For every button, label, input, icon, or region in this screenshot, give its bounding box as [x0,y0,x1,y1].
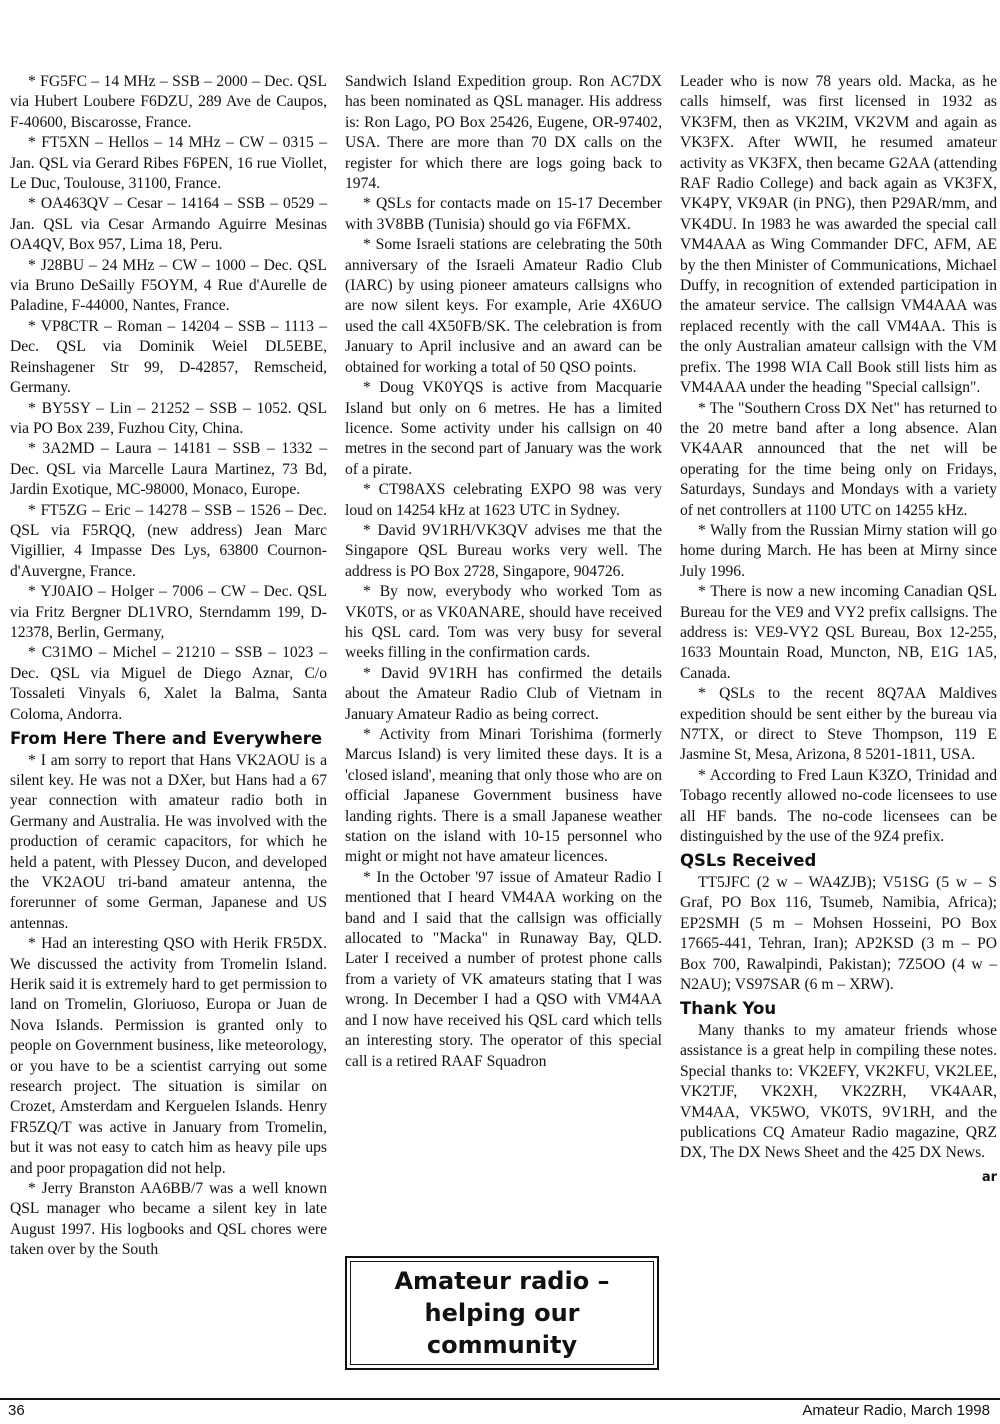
news-paragraph: Sandwich Island Expedition group. Ron AC7DX has been nominated as QSL manager. His address is: Ron Lago, PO Box 25426, Eugene, OR-97402, USA. There are more than 70 DX calls on the register for which there are logs going back to 1974. [345,73,662,193]
news-paragraph: * Jerry Branston AA6BB/7 was a well known QSL manager who became a silent key in late August 1997. His logbooks and QSL chores were taken over by the South [10,1180,327,1259]
news-paragraph: * David 9V1RH/VK3QV advises me that the Singapore QSL Bureau works very well. The address is PO Box 2728, Singapore, 904726. [345,521,662,580]
news-paragraph: * Wally from the Russian Mirny station will go home during March. He has been at Mirny since July 1996. [680,521,997,580]
dx-listing: * C31MO – Michel – 21210 – SSB – 1023 – Dec. QSL via Miguel de Diego Aznar, C/o Tossaleti Vinyals 6, Xalet la Balma, Santa Coloma, Andorra. [10,644,327,723]
dx-listing: * YJ0AIO – Holger – 7006 – CW – Dec. QSL via Fritz Bergner DL1VRO, Sterndamm 199, D-12378, Berlin, Germany, [10,583,327,641]
news-paragraph: * QSLs for contacts made on 15-17 December with 3V8BB (Tunisia) should go via F6FMX. [345,195,662,233]
promo-box [345,1256,659,1370]
publication-footer: Amateur Radio, March 1998 [802,1402,990,1419]
dx-listing: * FG5FC – 14 MHz – SSB – 2000 – Dec. QSL via Hubert Loubere F6DZU, 289 Ave de Caupos, F-40600, Biscarosse, France. [10,73,327,131]
dx-listing: * J28BU – 24 MHz – CW – 1000 – Dec. QSL via Bruno DeSailly F5OYM, 4 Rue d'Aurelle de Paladine, F-44000, Nantes, France. [10,256,327,315]
section-heading-qsls-received: QSLs Received [680,851,817,871]
news-paragraph: * Some Israeli stations are celebrating the 50th anniversary of the Israeli Amateur Radio Club (IARC) by using pioneer amateurs callsigns who are now silent keys. For example, Arie 4X6UO used the call 4X50FB/SK. The celebration is from January to April inclusive and an award can be obtained for working a total of 50 QSO points. [345,236,662,376]
news-paragraph: * CT98AXS celebrating EXPO 98 was very loud on 14254 kHz at 1623 UTC in Sydney. [345,481,662,519]
dx-listing: * FT5ZG – Eric – 14278 – SSB – 1526 – Dec. QSL via F5RQQ, (new address) Jean Marc Vigillier, 4 Impasse Des Lys, 63800 Cournon-d'Auvergne, France. [10,501,327,580]
news-paragraph: * There is now a new incoming Canadian QSL Bureau for the VE9 and VY2 prefix callsigns. The address is: VE9-VY2 QSL Bureau, Box 12-255, 1633 Mountain Road, Muncton, NB, E1G 1A5, Canada. [680,583,997,682]
section-heading-everywhere: From Here There and Everywhere [10,729,323,748]
column-3 [680,72,997,1185]
news-paragraph: * According to Fred Laun K3ZO, Trinidad and Tobago recently allowed no-code licensees to use all HF bands. The no-code licensees can be distinguished by the use of the 9Z4 prefix. [680,766,997,846]
news-paragraph: * Doug VK0YQS is active from Macquarie Island but only on 6 metres. He has a limited licence. Some activity under his callsign on 40 metres in the second part of January was the work of a pirate. [345,379,662,478]
dx-listing: * BY5SY – Lin – 21252 – SSB – 1052. QSL via PO Box 239, Fuzhou City, China. [10,399,327,437]
news-paragraph: * I am sorry to report that Hans VK2AOU is a silent key. He was not a DXer, but Hans had a 67 year connection with amateur radio both in Germany and Australia. He was involved with the production of ceramic capacitors, for which he held a patent, with Plessey Ducon, and developed the VK2AOU tri-band amateur antenna, the forerunner of some German, Japanese and US antennas. [10,751,327,932]
dx-listing: * FT5XN – Hellos – 14 MHz – CW – 0315 – Jan. QSL via Gerard Ribes F6PEN, 16 rue Viollet, Le Duc, Toulouse, 31100, France. [10,134,327,193]
dx-listing: * VP8CTR – Roman – 14204 – SSB – 1113 – Dec. QSL via Dominik Weiel DL5EBE, Reinshagener Str 99, D-42857, Remscheid, Germany. [10,317,327,397]
page-number: 36 [8,1402,25,1419]
news-paragraph: * Had an interesting QSO with Herik FR5DX. We discussed the activity from Tromelin Island. Herik said it is extremely hard to get permission to land on Tromelin, Gloriuoso, Europa or Juan de Nova Islands. Permission is granted only to people on Government business, like meteorology, or you have to be a scientist carrying out some research project. The situation is similar on Crozet, Amsterdam and Kerguelen Islands. Henry FR5ZQ/T was active in January from Tromelin, but it was not easy to catch him as heavy pile ups and poor propagation did not help. [10,935,327,1177]
news-paragraph: * The "Southern Cross DX Net" has returned to the 20 metre band after a long absence. Alan VK4AAR announced that the net will be operating for the time being only on Fridays, Saturdays, Sundays and Mondays with a variety of net controllers at 1100 UTC on 14255 kHz. [680,399,997,519]
news-paragraph: * Activity from Minari Torishima (formerly Marcus Island) is very limited these days. It is a 'closed island', meaning that only those who are on official Japanese Government business have landing rights. There is a small Japanese weather station on the island with 10-15 personnel who might or might not have amateur licences. [345,726,662,866]
news-paragraph: Leader who is now 78 years old. Macka, as he calls himself, was first licensed in 1932 as VK3FM, then as VK2IM, VK2VM and again as VK3FX. After WWII, he resumed amateur activity as VK3FX, then became G2AA (attending RAF Radio College) and back again as VK3FX, VK4PY, VK9AR (in PNG), then P29AR/mm, and VK4DU. In 1983 he was awarded the special call VM4AAA as Wing Commander DFC, AFM, AE by the then Minister of Communications, Michael Duffy, in recognition of extended participation in the amateur service. The callsign VM4AAA was replaced recently with the call VM4AA. This is the only Australian amateur callsign with the VM prefix. The 1998 WIA Call Book still lists him as VM4AAA under the heading "Special callsign". [680,73,997,397]
news-paragraph: * By now, everybody who worked Tom as VK0TS, or as VK0ANARE, should have received his QSL card. Tom was very busy for several weeks filling in the confirmation cards. [345,583,662,662]
section-heading-thank-you: Thank You [680,999,777,1019]
news-paragraph: * In the October '97 issue of Amateur Radio I mentioned that I heard VM4AA working on the band and I said that the callsign was officially allocated to "Macka" in Runaway Bay, QLD. Later I received a number of protest phone calls from a variety of VK amateurs stating that I was wrong. In December I had a QSO with VM4AA and I now have received his QSL card which tells an interesting story. The operator of this special call is a retired RAAF Squadron [345,868,662,1070]
dx-listing: * 3A2MD – Laura – 14181 – SSB – 1332 – Dec. QSL via Marcelle Laura Martinez, 73 Bd, Jardin Exotique, MC-98000, Monaco, Europe. [10,440,327,499]
footer-rule [0,1398,1000,1400]
author-signoff: ar [981,1169,997,1185]
column-2 [345,72,662,1072]
thanks-paragraph: Many thanks to my amateur friends whose assistance is a great help in compiling these notes. Special thanks to: VK2EFY, VK2KFU, VK2LEE, VK2TJF, VK2XH, VK2ZRH, VK4AAR, VM4AA, VK5WO, VK0TS, 9V1RH, and the publications CQ Amateur Radio magazine, QRZ DX, The DX News Sheet and the 425 DX News. [680,1021,997,1162]
promo-box-inner [350,1261,654,1365]
column-1 [10,72,327,1261]
qsl-received-list: TT5JFC (2 w – WA4ZJB); V51SG (5 w – S Graf, PO Box 116, Tsumeb, Namibia, Africa); EP2SMH (5 m – Mohsen Hosseini, PO Box 17665-441, Tehran, Iran); AP2KSD (3 m – PO Box 700, Rawalpindi, Pakistan); 7Z5OO (4 w – N2AU); VS97SAR (6 m – XRW). [680,873,997,993]
promo-slogan: Amateur radio – helping our community [394,1267,610,1359]
news-paragraph: * QSLs to the recent 8Q7AA Maldives expedition should be sent either by the bureau via N7TX, or direct to Steve Thompson, 119 E Jasmine St, Mesa, Arizona, 8 5201-1811, USA. [680,685,997,764]
dx-listing: * OA463QV – Cesar – 14164 – SSB – 0529 – Jan. QSL via Cesar Armando Aguirre Mesinas OA4QV, Box 957, Lima 18, Peru. [10,195,327,254]
news-paragraph: * David 9V1RH has confirmed the details about the Amateur Radio Club of Vietnam in January Amateur Radio as being correct. [345,664,662,723]
